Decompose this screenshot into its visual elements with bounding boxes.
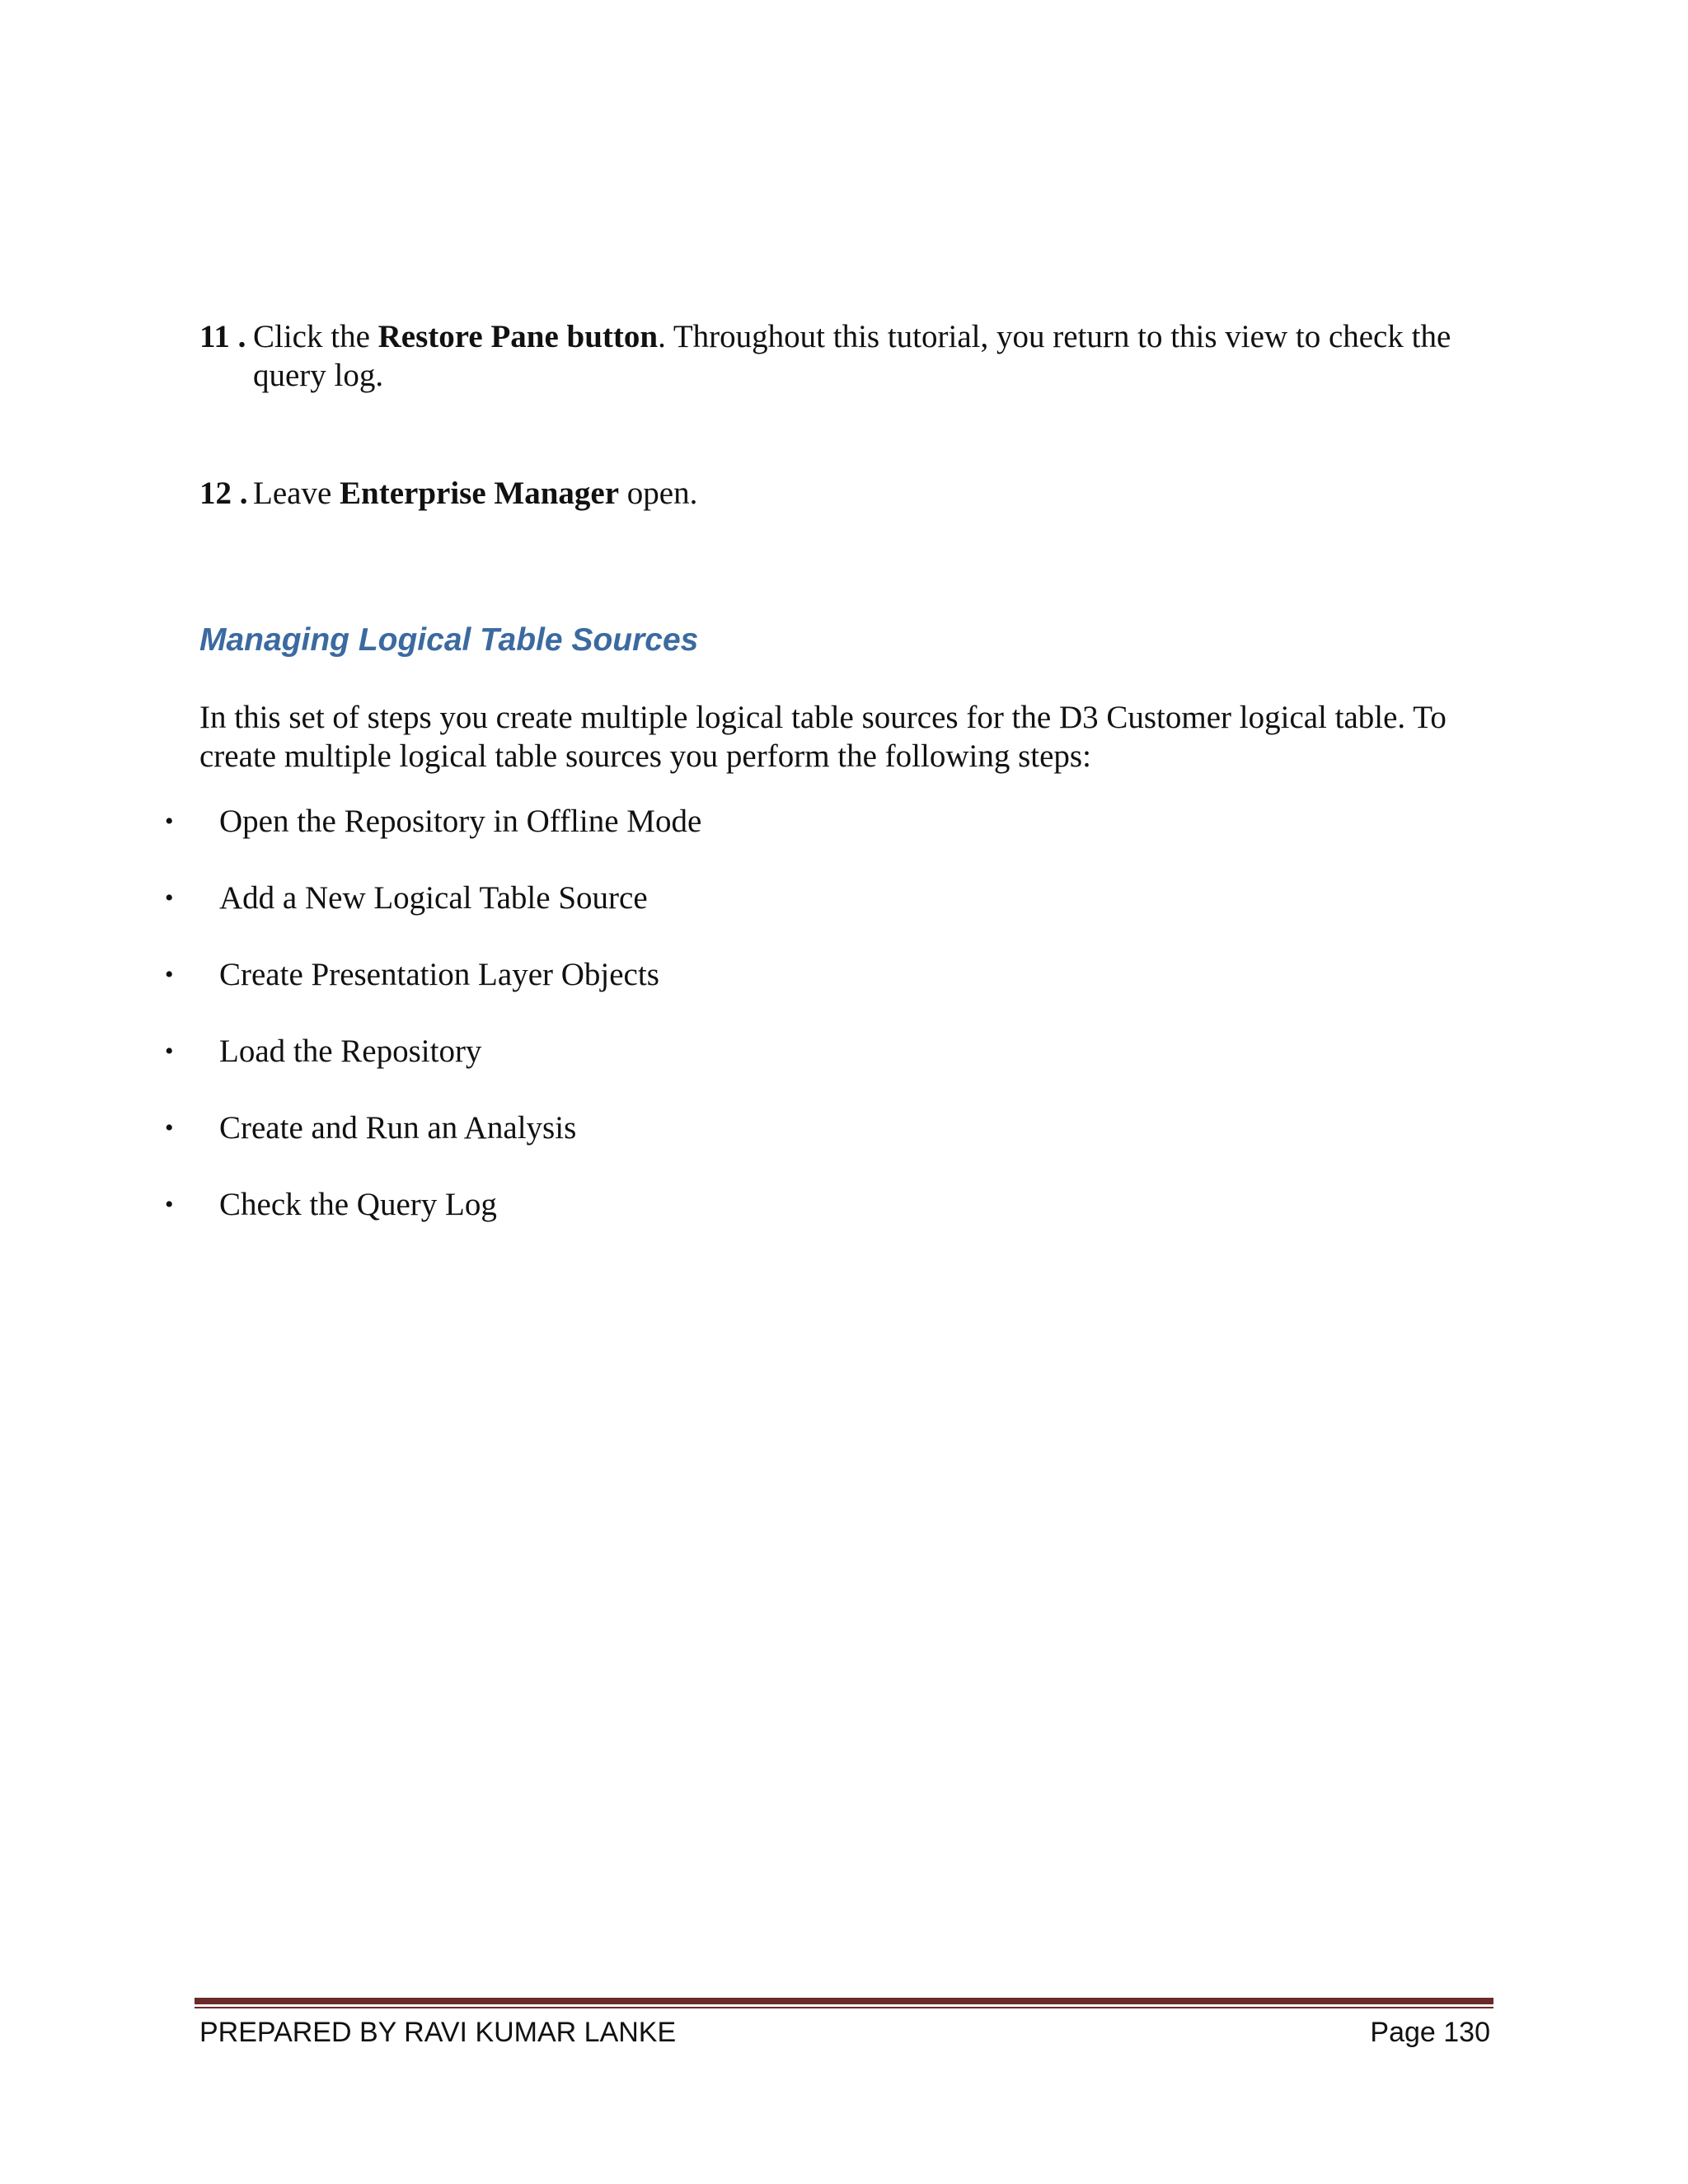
page-number: Page 130 xyxy=(1370,2017,1490,2048)
bullet-icon: • xyxy=(165,808,174,835)
list-item xyxy=(165,955,1502,994)
step-text xyxy=(253,317,1502,395)
step-text-bold: Restore Pane button xyxy=(377,319,659,354)
page-footer xyxy=(199,2014,1490,2050)
footer-author: PREPARED BY RAVI KUMAR LANKE xyxy=(199,2017,677,2048)
bullet-icon: • xyxy=(165,1114,174,1141)
list-item xyxy=(165,802,1502,841)
page-content xyxy=(165,317,1502,1262)
section-intro: In this set of steps you create multiple logical table sources for the D3 Customer logical table. To create multiple logical table sources you perform the following steps: xyxy=(199,700,1447,774)
step-text xyxy=(253,474,1502,513)
step-text-pre: Leave xyxy=(253,476,340,511)
list-item-text: Create and Run an Analysis xyxy=(219,1110,577,1146)
step-number: 12 . xyxy=(199,476,248,511)
footer-rule-thin xyxy=(195,2007,1493,2008)
list-item-text: Add a New Logical Table Source xyxy=(219,880,648,916)
bullet-icon: • xyxy=(165,1038,174,1065)
list-item xyxy=(165,1108,1502,1147)
step-11 xyxy=(199,317,1502,395)
step-text-pre: Click the xyxy=(253,319,378,354)
bullet-icon: • xyxy=(165,1191,174,1218)
section-heading: Managing Logical Table Sources xyxy=(199,622,699,658)
list-item xyxy=(165,1185,1502,1224)
step-text-post: . Throughout this tutorial, you return to this view to check the query log. xyxy=(253,319,1451,393)
list-item-text: Create Presentation Layer Objects xyxy=(219,957,659,992)
step-12 xyxy=(199,474,1502,513)
list-item xyxy=(165,879,1502,917)
list-item xyxy=(165,1032,1502,1071)
bullet-list xyxy=(165,802,1502,1224)
step-number: 11 . xyxy=(199,319,246,354)
step-text-bold: Enterprise Manager xyxy=(340,476,620,511)
list-item-text: Open the Repository in Offline Mode xyxy=(219,804,702,839)
list-item-text: Load the Repository xyxy=(219,1033,482,1069)
footer-rule xyxy=(195,1998,1493,2004)
bullet-icon: • xyxy=(165,884,174,912)
step-text-post: open. xyxy=(619,476,698,511)
bullet-icon: • xyxy=(165,961,174,988)
list-item-text: Check the Query Log xyxy=(219,1187,497,1222)
